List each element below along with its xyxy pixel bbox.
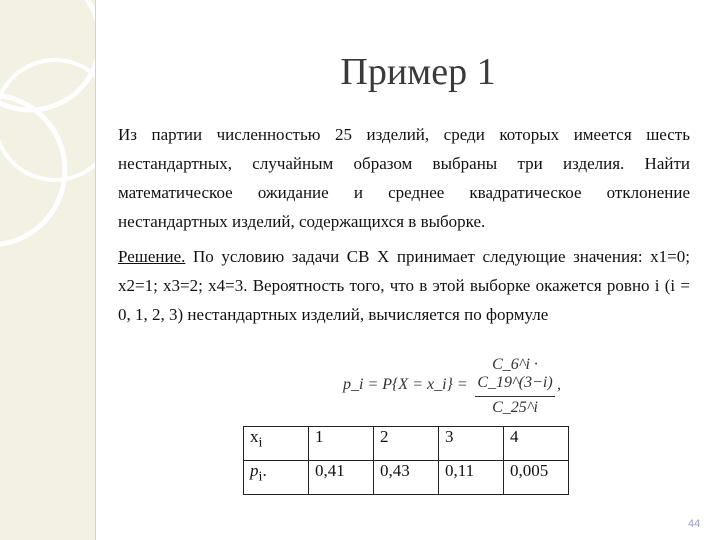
table-cell: 0,11 (439, 461, 504, 495)
sidebar-divider (95, 0, 96, 540)
solution-paragraph (118, 242, 690, 329)
table-cell: 0,43 (374, 461, 439, 495)
solution-label: Решение. (118, 247, 186, 266)
formula-denominator: C_25^i (492, 399, 538, 416)
solution-text: По условию задачи СВ Х принимает следующие значения: x1=0; x2=1; x3=2; x4=3. Вероятность того, что в этой выборке окажется ровно i (i = 0, 1, 2, 3) нестандартных изделий, вычисляется по формуле (118, 247, 690, 324)
row-header-p: $p_i$. (244, 461, 309, 495)
formula-fraction (475, 356, 555, 417)
table-row (244, 461, 569, 495)
table-cell: 0,41 (309, 461, 374, 495)
table-cell: 1 (309, 427, 374, 461)
distribution-table (243, 426, 569, 495)
formula-numerator: C_6^i · C_19^(3−i) (477, 356, 553, 391)
table-row (244, 427, 569, 461)
formula-tail: , (557, 376, 561, 393)
problem-text: Из партии численностью 25 изделий, среди которых имеется шесть нестандартных, случайным образом выбраны три изделия. Найти математическое ожидание и среднее квадратическое отклонение нестандартных изделий, содержащихся в выборке. (118, 125, 690, 231)
row-header-x: $x_i$ (244, 427, 309, 461)
decorative-circles (0, 0, 95, 540)
table-cell: 2 (374, 427, 439, 461)
page-number: 44 (688, 518, 701, 530)
slide-title: Пример 1 (340, 51, 496, 93)
table-cell: 4 (504, 427, 569, 461)
formula-lhs: p_i = P{X = x_i} = (343, 376, 468, 393)
decorative-sidebar (0, 0, 95, 540)
fraction-bar (475, 396, 555, 397)
probability-formula (343, 356, 573, 418)
table-cell: 0,005 (504, 461, 569, 495)
table-cell: 3 (439, 427, 504, 461)
